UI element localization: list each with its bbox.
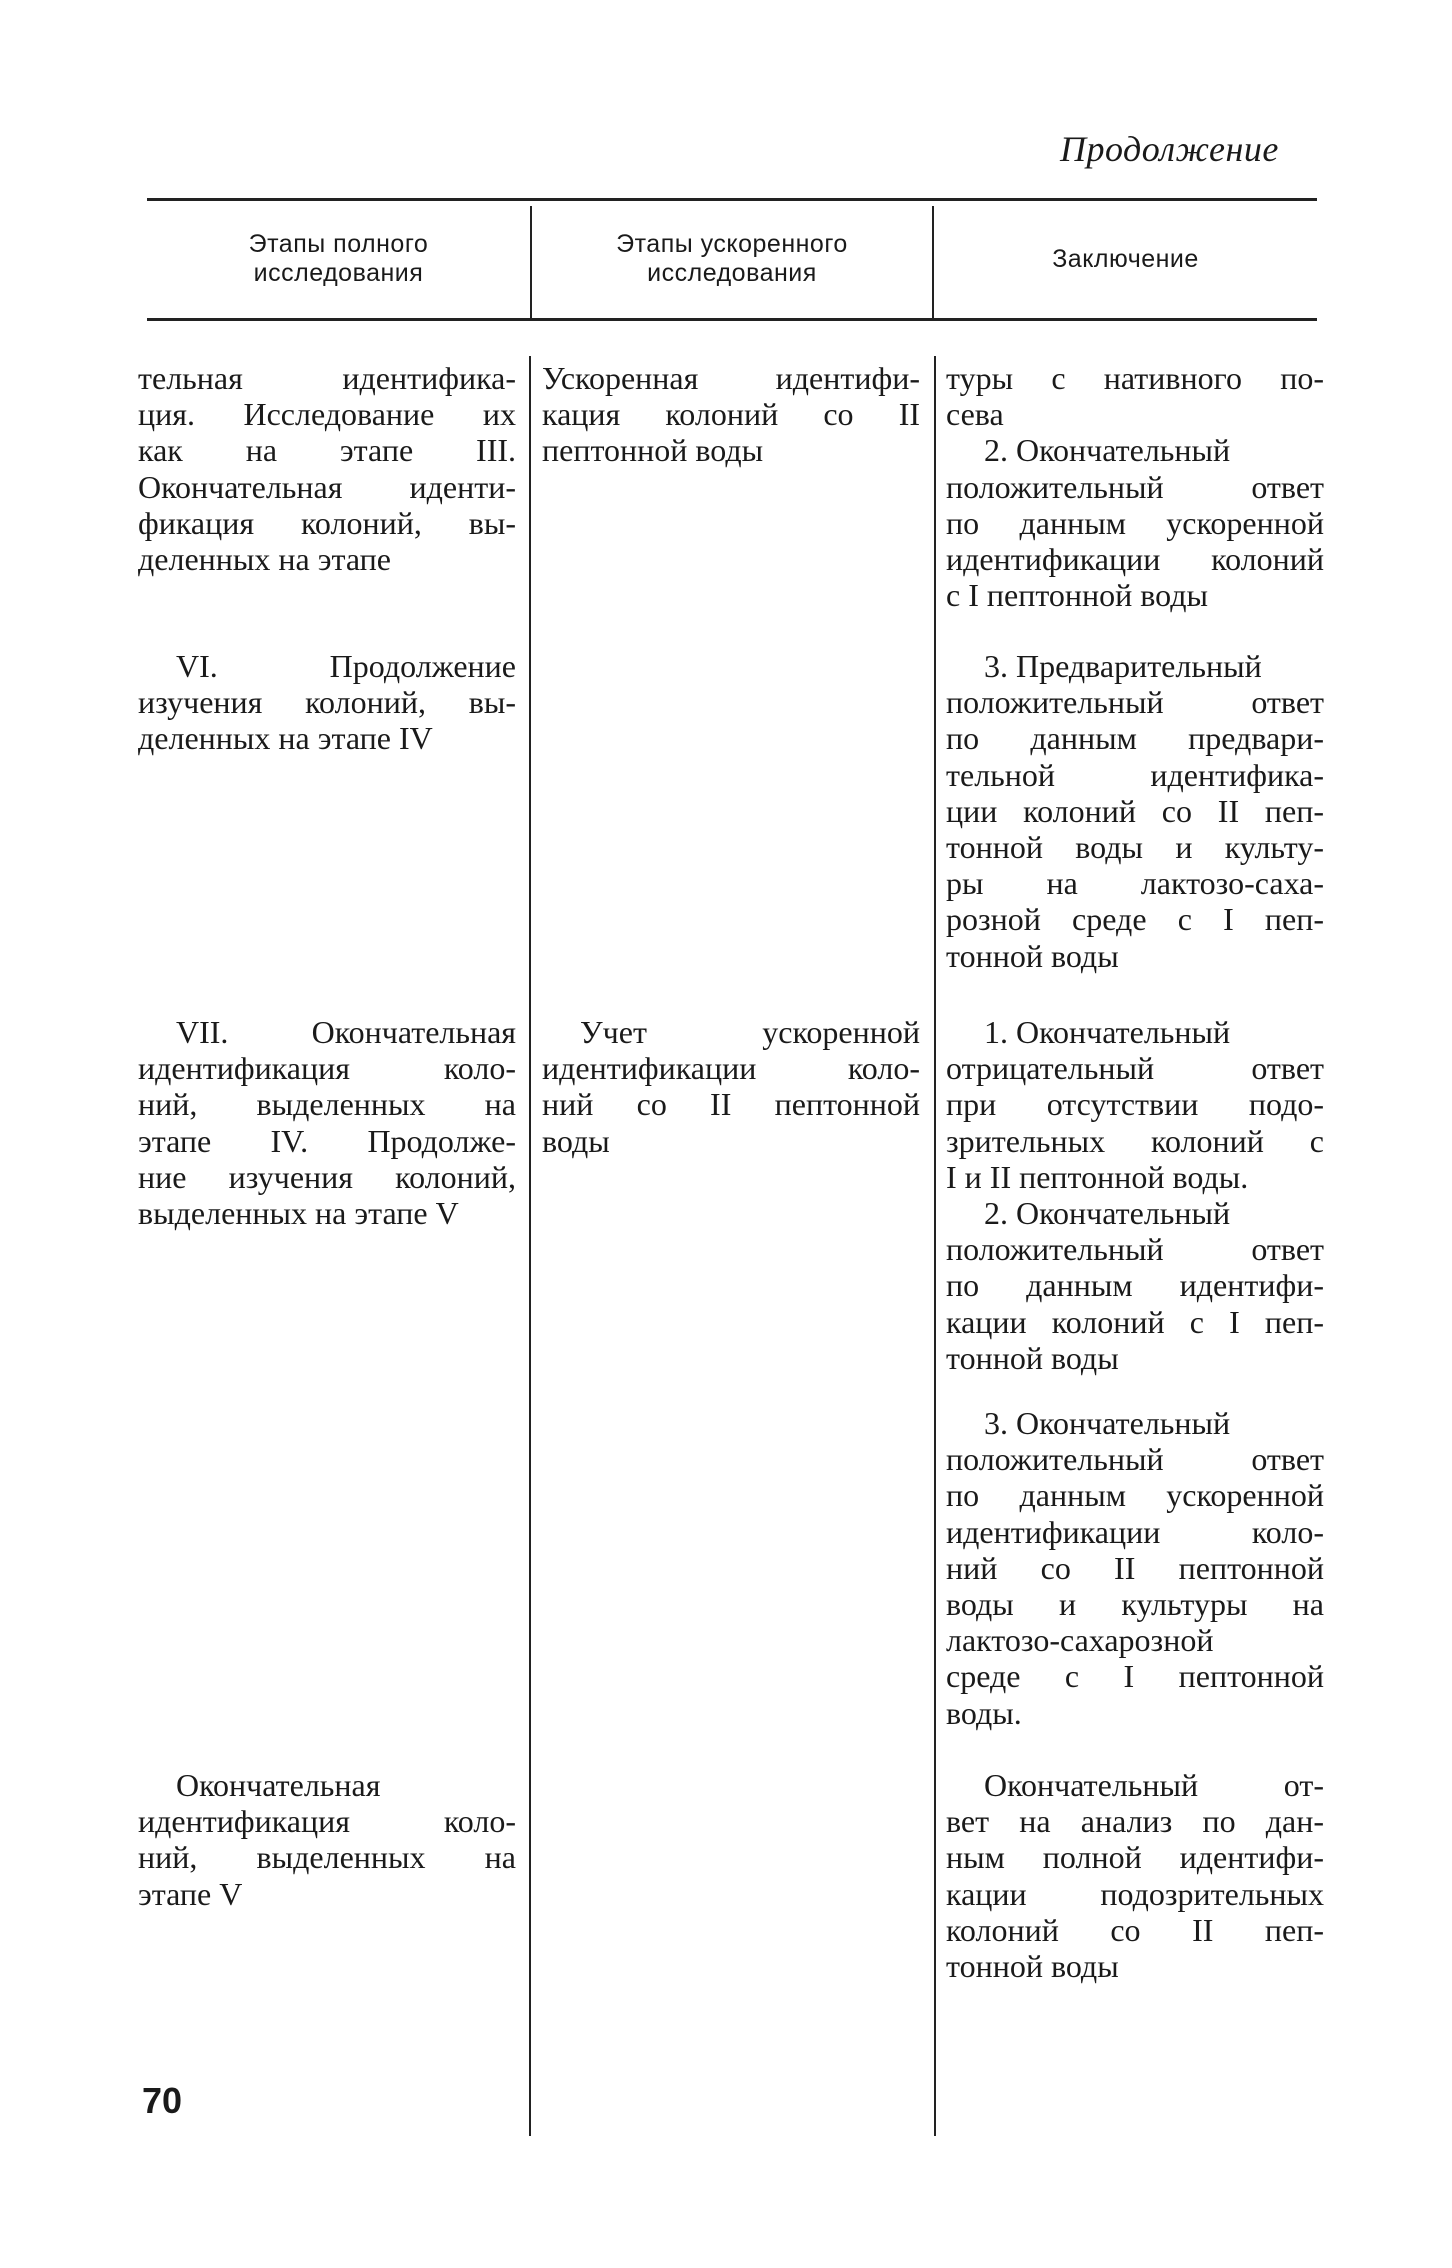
text-line: тонной воды <box>946 1948 1119 1985</box>
text-line: Учет ускоренной <box>580 1014 920 1050</box>
text-line: положительный ответ <box>946 1231 1324 1268</box>
text-line: деленных на этапе IV <box>138 720 433 757</box>
text-line: вет на анализ по дан- <box>946 1803 1324 1840</box>
text-line: выделенных на этапе V <box>138 1195 459 1232</box>
text-line: 2. Окончательный <box>984 1195 1231 1232</box>
text-line: тонной воды <box>946 937 1119 974</box>
text-line: ний со II пептонной <box>946 1549 1324 1586</box>
text-line: ции колоний со II пеп- <box>946 792 1324 829</box>
text-line: Окончательная иденти- <box>138 468 516 505</box>
text-line: по данным ускоренной <box>946 504 1324 541</box>
cell-conclusion-3 <box>946 1014 1324 1376</box>
text-line: идентификация коло- <box>138 1050 516 1087</box>
text-line: деленных на этапе <box>138 541 391 578</box>
text-line: положительный ответ <box>946 468 1324 505</box>
cell-accelerated-accounting <box>542 1014 920 1159</box>
text-line: ным полной идентифи- <box>946 1839 1324 1876</box>
header-col-full-study <box>147 204 530 314</box>
table-top-rule <box>147 198 1317 201</box>
continuation-label: Продолжение <box>1060 129 1279 169</box>
text-line: 3. Окончательный <box>984 1405 1231 1441</box>
text-line: ры на лактозо-саха- <box>946 865 1324 902</box>
text-line: I и II пептонной воды. <box>946 1158 1249 1195</box>
text-line: пептонной воды <box>542 432 764 469</box>
text-line: по данным идентифи- <box>946 1267 1324 1304</box>
text-line: воды. <box>946 1694 1022 1731</box>
text-line: положительный ответ <box>946 684 1324 721</box>
text-line: кации подозрительных <box>946 1875 1324 1912</box>
text-line: тельной идентифика- <box>946 756 1324 793</box>
text-line: туры с нативного по- <box>946 360 1324 396</box>
text-line: ний со II пептонной <box>542 1086 920 1123</box>
header-bottom-rule <box>147 318 1317 321</box>
text-line: кация колоний со II <box>542 396 920 433</box>
header-line: исследования <box>647 259 817 287</box>
cell-conclusion-4 <box>946 1405 1324 1731</box>
text-line: воды <box>542 1122 610 1159</box>
text-line: Окончательный от- <box>984 1767 1324 1803</box>
text-line: ний, выделенных на <box>138 1086 516 1123</box>
text-line: фикация колоний, вы- <box>138 504 516 541</box>
text-line: воды и культуры на <box>946 1586 1324 1623</box>
cell-conclusion-5 <box>946 1767 1324 1984</box>
text-line: ний, выделенных на <box>138 1839 516 1876</box>
text-line: зрительных колоний с <box>946 1122 1324 1159</box>
text-line: лактозо-сахарозной <box>946 1622 1214 1659</box>
header-col-accelerated-study <box>532 204 932 314</box>
text-line: тельная идентифика- <box>138 360 516 396</box>
text-line: этапе V <box>138 1875 243 1912</box>
cell-full-final-identification <box>138 1767 516 1912</box>
text-line: при отсутствии подо- <box>946 1086 1324 1123</box>
text-line: по данным ускоренной <box>946 1477 1324 1514</box>
text-line: VI. Продолжение <box>176 648 516 684</box>
text-line: идентификации колоний <box>946 541 1324 578</box>
text-line: этапе IV. Продолже- <box>138 1122 516 1159</box>
page-number: 70 <box>142 2080 183 2121</box>
text-line: тонной воды <box>946 1339 1119 1376</box>
header-line: исследования <box>253 259 424 287</box>
text-line: 3. Предварительный <box>984 648 1262 684</box>
cell-accelerated-identification <box>542 360 920 469</box>
text-line: кации колоний с I пеп- <box>946 1303 1324 1340</box>
column-divider-1 <box>529 356 531 2136</box>
text-line: среде с I пептонной <box>946 1658 1324 1695</box>
column-divider-2 <box>934 356 936 2136</box>
cell-full-stage-continued <box>138 360 516 577</box>
text-line: положительный ответ <box>946 1441 1324 1478</box>
text-line: ние изучения колоний, <box>138 1158 516 1195</box>
cell-conclusion-1 <box>946 360 1324 613</box>
text-line: тонной воды и культу- <box>946 829 1324 866</box>
text-line: идентификации коло- <box>542 1050 920 1087</box>
text-line: 1. Окончательный <box>984 1014 1231 1050</box>
cell-full-stage-7 <box>138 1014 516 1231</box>
text-line: VII. Окончательная <box>176 1014 516 1050</box>
text-line: розной среде с I пеп- <box>946 901 1324 938</box>
text-line: отрицательный ответ <box>946 1050 1324 1087</box>
text-line: Окончательная <box>176 1767 381 1803</box>
text-line: ция. Исследование их <box>138 396 516 433</box>
text-line: Ускоренная идентифи- <box>542 360 920 396</box>
text-line: как на этапе III. <box>138 432 516 469</box>
header-line: Этапы полного <box>248 230 429 258</box>
header-line: Этапы ускоренного <box>616 230 848 258</box>
text-line: 2. Окончательный <box>984 432 1231 469</box>
text-line: идентификация коло- <box>138 1803 516 1840</box>
text-line: изучения колоний, вы- <box>138 684 516 721</box>
text-line: идентификации коло- <box>946 1513 1324 1550</box>
cell-full-stage-6 <box>138 648 516 757</box>
text-line: сева <box>946 396 1004 433</box>
header-col-conclusion: Заключение <box>1052 244 1199 273</box>
text-line: по данным предвари- <box>946 720 1324 757</box>
text-line: с I пептонной воды <box>946 577 1208 614</box>
cell-conclusion-2 <box>946 648 1324 974</box>
text-line: колоний со II пеп- <box>946 1911 1324 1948</box>
